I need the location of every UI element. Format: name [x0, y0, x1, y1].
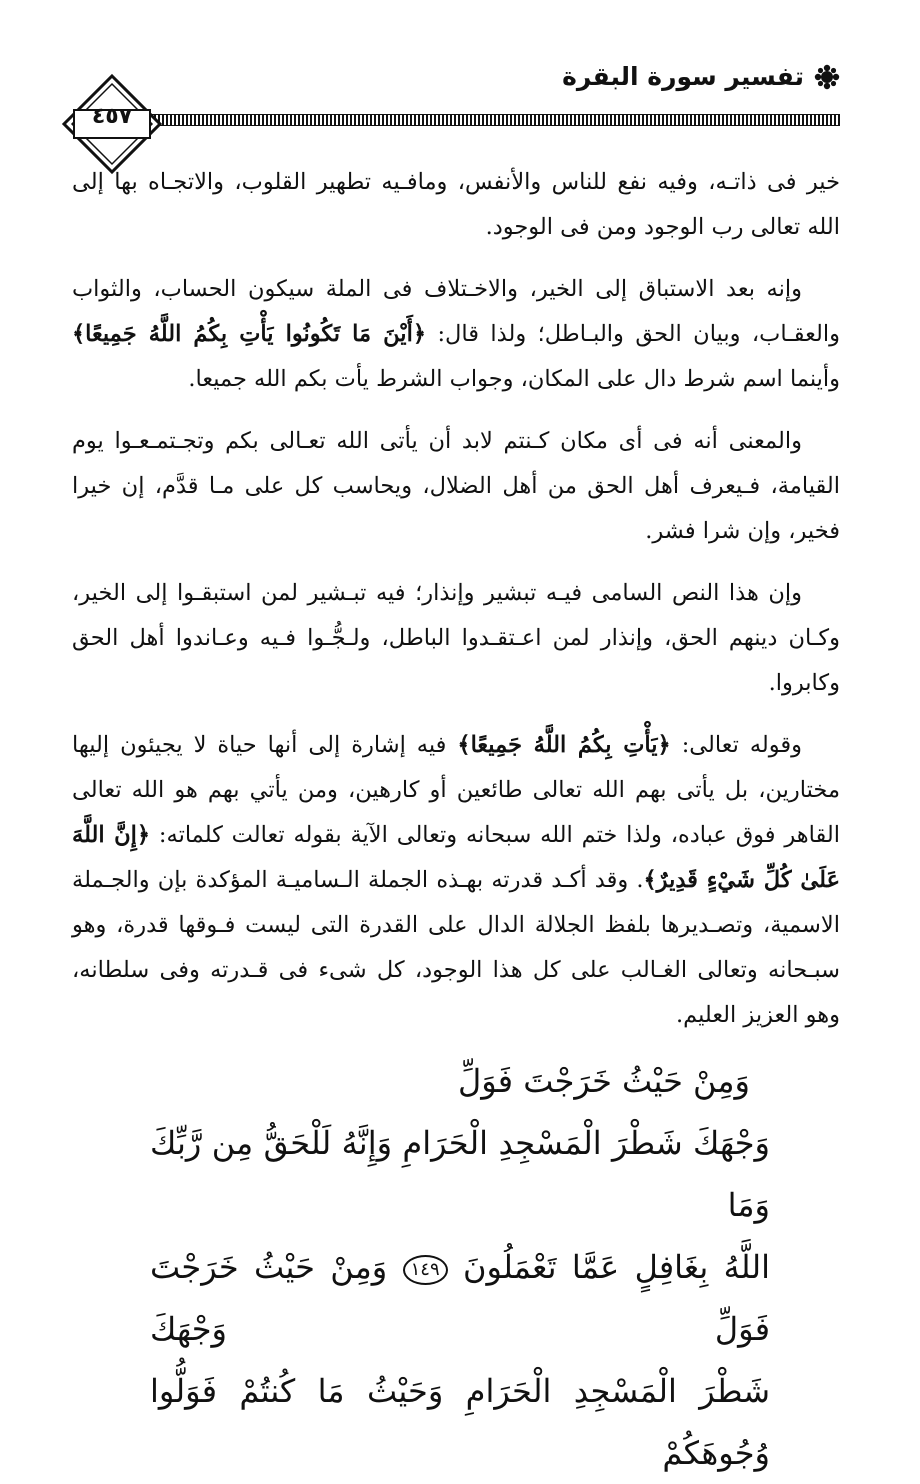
quran-quote: ﴿أَيْنَ مَا تَكُونُوا يَأْتِ بِكُمُ اللَّهُ جَمِيعًا﴾: [72, 321, 427, 347]
verse-line: وَجْهَكَ شَطْرَ الْمَسْجِدِ الْحَرَامِ وَإِنَّهُ لَلْحَقُّ مِن رَّبِّكَ وَمَا: [150, 1124, 770, 1224]
paragraph: [72, 160, 840, 250]
header-rule: [150, 114, 840, 126]
text-segment: خير فى ذاتـه، وفيه نفع للناس والأنفس، ومافـيه تطهير القلوب، والاتجـاه بها إلى الله تعالى رب الوجود ومن فى الوجود.: [72, 169, 840, 240]
ayah-number-marker: ١٤٩: [403, 1255, 448, 1285]
flower-ornament-icon: [814, 64, 840, 90]
quran-verse-block: [150, 1050, 770, 1484]
running-title: [562, 62, 840, 91]
verse-line-text: وَمِنْ حَيْثُ خَرَجْتَ فَوَلِّ وَجْهَكَ: [150, 1248, 770, 1348]
text-segment: . وقد أكـد قدرته بهـذه الجملة الـساميـة المؤكدة بإن والجـملة الاسمية، وتصـديرها بلفظ الجلالة الدال على القدرة التى ليست فـوقها قدرة، وهو سبـحانه وتعالى الغـالب على كل هذا الوجود، كل شىء فى قـدرته وفى سلطانه، وهو العزيز العليم.: [72, 867, 840, 1028]
body-text: [72, 160, 840, 1055]
text-segment: وقوله تعالى:: [670, 732, 802, 758]
verse-line-text: اللَّهُ بِغَافِلٍ عَمَّا تَعْمَلُونَ: [463, 1248, 771, 1286]
text-segment: وأينما اسم شرط دال على المكان، وجواب الشرط يأت بكم الله جميعا.: [188, 366, 840, 392]
paragraph: [72, 267, 840, 402]
text-segment: وإنه بعد الاستباق إلى الخير، والاخـتلاف فى الملة سيكون الحساب، والثواب والعقـاب، وبيان الحق والبـاطل؛ ولذا قال:: [72, 276, 840, 347]
paragraph: [72, 723, 840, 1038]
verse-line: شَطْرَ الْمَسْجِدِ الْحَرَامِ وَحَيْثُ مَا كُنتُمْ فَوَلُّوا وُجُوهَكُمْ: [150, 1372, 770, 1472]
text-segment: وإن هذا النص السامى فيـه تبشير وإنذار؛ فيه تبـشير لمن استبقـوا إلى الخير، وكـان دينهم الحق، وإنذار لمن اعـتقـدوا الباطل، ولـجُّـوا فـيه وعـاندوا أهل الحق وكابروا.: [72, 580, 840, 696]
verse-line: وَمِنْ حَيْثُ خَرَجْتَ فَوَلِّ: [457, 1062, 750, 1100]
paragraph: [72, 571, 840, 706]
verse-line: [150, 1236, 770, 1360]
text-segment: فيه إشارة إلى أنها حياة لا يجيئون إليها مختارين، بل يأتى بهم الله تعالى طائعين أو كارهين، ومن يأتي بهم هو الله تعالى القاهر فوق عباده، ولذا ختم الله سبحانه وتعالى الآية بقوله تعالت كلماته:: [72, 732, 840, 848]
running-title-text: تفسير سورة البقرة: [562, 62, 804, 91]
page-number: ٤٥٧: [91, 104, 133, 129]
paragraph: [72, 419, 840, 554]
quran-quote: ﴿يَأْتِ بِكُمُ اللَّهُ جَمِيعًا﴾: [457, 732, 671, 758]
quran-quote: ﴿إِنَّ اللَّهَ عَلَىٰ كُلِّ شَيْءٍ قَدِيرٌ﴾: [72, 822, 840, 893]
text-segment: والمعنى أنه فى أى مكان كـنتم لابد أن يأتى الله تعـالى بكم وتجـتمـعـوا يوم القيامة، فـيعرف أهل الحق من أهل الضلال، ويحاسب كل على مـا قدَّم، إن خيرا فخير، وإن شرا فشر.: [72, 428, 840, 544]
page-header: [60, 52, 840, 162]
